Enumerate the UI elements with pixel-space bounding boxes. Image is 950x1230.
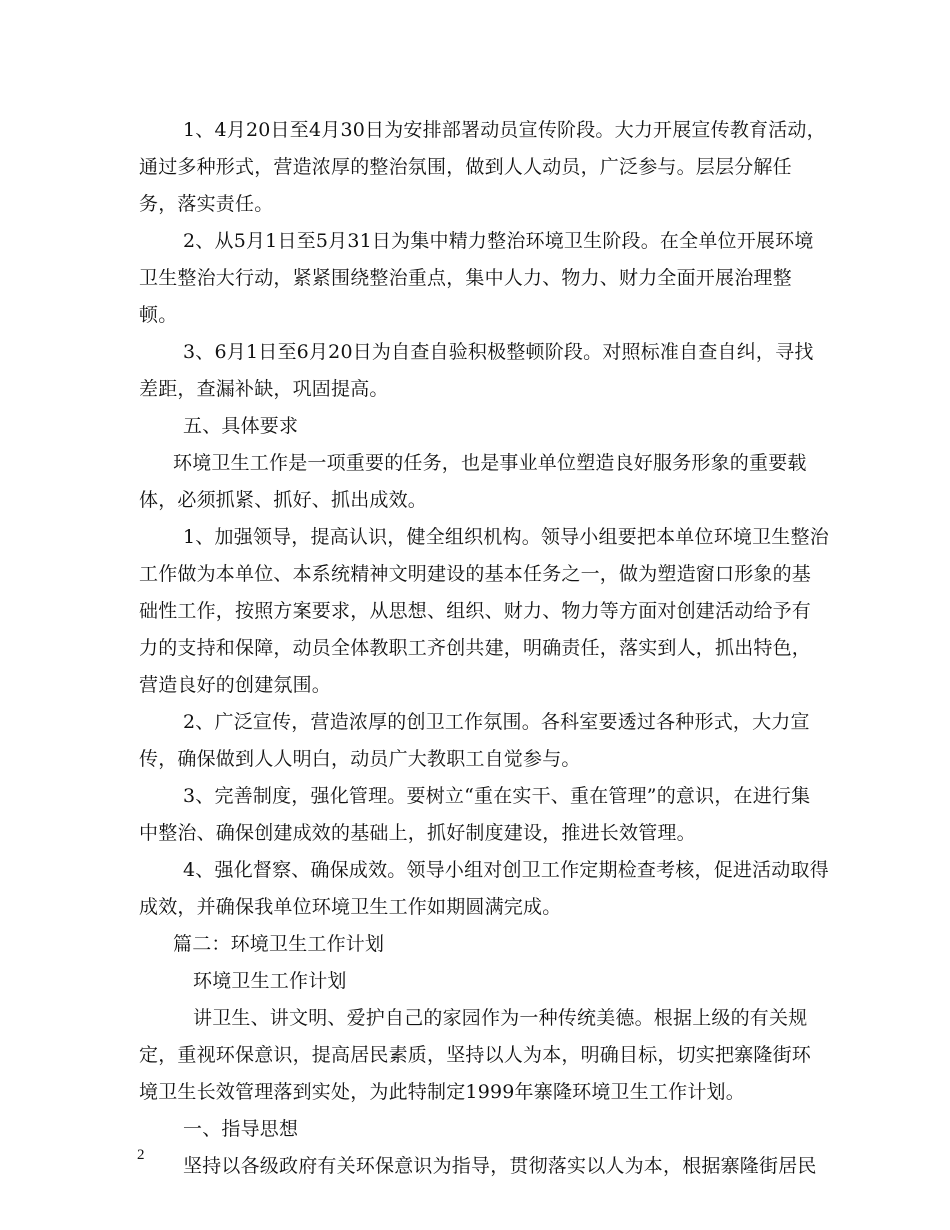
section-heading-requirements: 五、具体要求: [183, 415, 299, 437]
paragraph-stage-3: 3、6月1日至6月20日为自查自验积极整顿阶段。对照标准自查自纠，寻找差距，查漏补缺，巩固提高。: [139, 341, 814, 400]
paragraph-requirement-1: 1、加强领导，提高认识，健全组织机构。领导小组要把本单位环境卫生整治工作做为本单位、本系统精神文明建设的基本任务之一，做为塑造窗口形象的基础性工作，按照方案要求，从思想、组织、财力、物力等方面对创建活动给予有力的支持和保障，动员全体教职工齐创共建，明确责任，落实到人，抓出特色，营造良好的创建氛围。: [139, 526, 829, 696]
section-heading-guiding-thought: 一、指导思想: [183, 1118, 299, 1140]
document-body: [139, 112, 829, 1185]
paragraph-guiding-thought: 坚持以各级政府有关环保意识为指导，贯彻落实以人为本，根据寨隆街居民: [183, 1155, 817, 1177]
document-subtitle: 环境卫生工作计划: [193, 970, 347, 992]
paragraph-stage-2: 2、从5月1日至5月31日为集中精力整治环境卫生阶段。在全单位开展环境卫生整治大行动，紧紧围绕整治重点，集中人力、物力、财力全面开展治理整顿。: [139, 230, 814, 326]
paragraph-requirement-2: 2、广泛宣传，营造浓厚的创卫工作氛围。各科室要透过各种形式，大力宣传，确保做到人人明白，动员广大教职工自觉参与。: [139, 711, 810, 770]
page-number: 2: [137, 1147, 145, 1163]
paragraph-stage-1: 1、4月20日至4月30日为安排部署动员宣传阶段。大力开展宣传教育活动，通过多种形式，营造浓厚的整治氛围，做到人人动员，广泛参与。层层分解任务，落实责任。: [139, 119, 826, 215]
paragraph-plan-intro: 讲卫生、讲文明、爱护自己的家园作为一种传统美德。根据上级的有关规定，重视环保意识，提高居民素质，坚持以人为本，明确目标，切实把寨隆街环境卫生长效管理落到实处，为此特制定1999年寨隆环境卫生工作计划。: [139, 1007, 812, 1103]
paragraph-requirements-intro: 环境卫生工作是一项重要的任务，也是事业单位塑造良好服务形象的重要载体，必须抓紧、抓好、抓出成效。: [139, 452, 807, 511]
paragraph-requirement-4: 4、强化督察、确保成效。领导小组对创卫工作定期检查考核，促进活动取得成效，并确保我单位环境卫生工作如期圆满完成。: [139, 859, 829, 918]
paragraph-requirement-3: 3、完善制度，强化管理。要树立“重在实干、重在管理”的意识，在进行集中整治、确保创建成效的基础上，抓好制度建设，推进长效管理。: [139, 785, 811, 844]
section-heading-part-two: 篇二：环境卫生工作计划: [173, 933, 385, 955]
